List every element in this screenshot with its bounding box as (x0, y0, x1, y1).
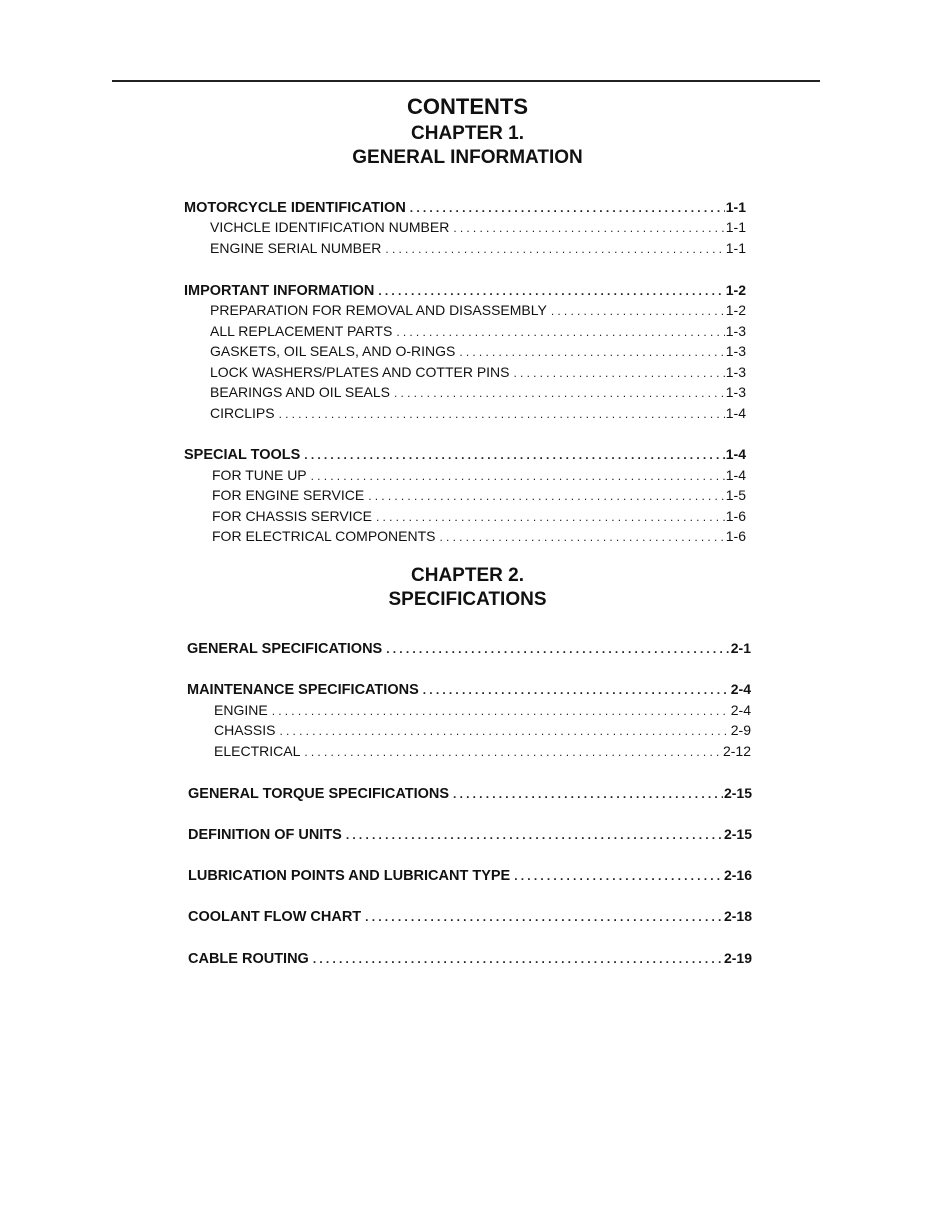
toc-entry-page: 1-3 (725, 343, 746, 359)
leader-dots (311, 469, 725, 483)
toc-entry-label: FOR ELECTRICAL COMPONENTS (212, 528, 436, 544)
toc-entry-maintenance-specifications[interactable] (187, 681, 751, 698)
leader-dots (313, 952, 723, 966)
toc-entry-page: 2-15 (723, 785, 752, 801)
toc-subentry-tune-up[interactable] (212, 467, 746, 483)
toc-entry-label: BEARINGS AND OIL SEALS (210, 384, 390, 400)
toc-subentry-bearings[interactable] (210, 384, 746, 400)
toc-entry-page: 2-1 (730, 640, 751, 656)
toc-subentry-preparation[interactable] (210, 302, 746, 318)
leader-dots (272, 704, 730, 718)
toc-subentry-chassis-service[interactable] (212, 508, 746, 524)
leader-dots (376, 510, 725, 524)
toc-entry-page: 1-3 (725, 364, 746, 380)
leader-dots (453, 221, 724, 235)
leader-dots (423, 683, 730, 697)
toc-entry-page: 1-1 (725, 219, 746, 235)
toc-subentry-chassis[interactable] (214, 722, 751, 738)
toc-entry-page: 1-2 (725, 302, 746, 318)
leader-dots (394, 386, 725, 400)
toc-entry-label: CHASSIS (214, 722, 276, 738)
leader-dots (365, 910, 723, 924)
toc-entry-label: DEFINITION OF UNITS (188, 827, 342, 843)
toc-entry-label: COOLANT FLOW CHART (188, 909, 362, 925)
toc-subentry-engine-serial-number[interactable] (210, 240, 746, 256)
toc-entry-label: GASKETS, OIL SEALS, AND O-RINGS (210, 343, 456, 359)
toc-entry-label: ENGINE (214, 702, 268, 718)
chapter-2-heading: CHAPTER 2. (411, 565, 524, 586)
toc-entry-special-tools[interactable] (184, 446, 746, 463)
toc-entry-label: CABLE ROUTING (188, 951, 309, 967)
toc-entry-label: ALL REPLACEMENT PARTS (210, 323, 393, 339)
toc-entry-page: 1-4 (725, 446, 746, 462)
leader-dots (378, 284, 724, 298)
leader-dots (551, 304, 725, 318)
leader-dots (368, 489, 725, 503)
toc-entry-page: 2-9 (730, 722, 751, 738)
toc-entry-page: 2-12 (722, 743, 751, 759)
toc-entry-label: MAINTENANCE SPECIFICATIONS (187, 682, 419, 698)
toc-entry-page: 1-1 (725, 199, 746, 215)
toc-entry-page: 2-18 (723, 908, 752, 924)
leader-dots (514, 869, 723, 883)
page-title: CONTENTS (407, 94, 528, 119)
toc-entry-important-information[interactable] (184, 282, 746, 299)
toc-entry-page: 1-6 (725, 508, 746, 524)
toc-subentry-lock-washers[interactable] (210, 364, 746, 380)
leader-dots (304, 448, 724, 462)
toc-entry-page: 1-4 (725, 405, 746, 421)
leader-dots (386, 642, 730, 656)
toc-entry-label: LOCK WASHERS/PLATES AND COTTER PINS (210, 364, 510, 380)
leader-dots (346, 828, 723, 842)
toc-entry-label: MOTORCYCLE IDENTIFICATION (184, 200, 406, 216)
toc-entry-label: PREPARATION FOR REMOVAL AND DISASSEMBLY (210, 302, 547, 318)
toc-entry-label: IMPORTANT INFORMATION (184, 283, 375, 299)
toc-entry-page: 2-16 (723, 867, 752, 883)
toc-entry-label: SPECIAL TOOLS (184, 447, 301, 463)
toc-entry-label: CIRCLIPS (210, 405, 275, 421)
leader-dots (279, 724, 729, 738)
leader-dots (279, 407, 725, 421)
leader-dots (459, 345, 724, 359)
leader-dots (440, 530, 725, 544)
toc-entry-label: FOR TUNE UP (212, 467, 307, 483)
toc-entry-label: VICHCLE IDENTIFICATION NUMBER (210, 219, 450, 235)
chapter-1-heading: CHAPTER 1. (411, 123, 524, 144)
toc-subentry-engine[interactable] (214, 702, 751, 718)
toc-subentry-electrical[interactable] (214, 743, 751, 759)
toc-entry-page: 1-3 (725, 384, 746, 400)
toc-subentry-vehicle-identification-number[interactable] (210, 219, 746, 235)
toc-entry-lubrication-points[interactable] (188, 867, 752, 884)
toc-entry-motorcycle-identification[interactable] (184, 199, 746, 216)
toc-entry-page: 1-3 (725, 323, 746, 339)
toc-entry-label: LUBRICATION POINTS AND LUBRICANT TYPE (188, 868, 511, 884)
toc-entry-page: 1-1 (725, 240, 746, 256)
leader-dots (410, 201, 725, 215)
chapter-1-subheading: GENERAL INFORMATION (352, 147, 583, 168)
toc-entry-page: 1-2 (725, 282, 746, 298)
toc-entry-label: FOR CHASSIS SERVICE (212, 508, 373, 524)
toc-entry-page: 1-4 (725, 467, 746, 483)
toc-subentry-engine-service[interactable] (212, 487, 746, 503)
leader-dots (304, 745, 722, 759)
toc-entry-label: ENGINE SERIAL NUMBER (210, 240, 382, 256)
toc-entry-page: 2-4 (730, 681, 751, 697)
leader-dots (514, 366, 725, 380)
toc-entry-coolant-flow-chart[interactable] (188, 908, 752, 925)
leader-dots (396, 325, 724, 339)
toc-subentry-all-replacement-parts[interactable] (210, 323, 746, 339)
toc-entry-cable-routing[interactable] (188, 950, 752, 967)
toc-entry-general-specifications[interactable] (187, 640, 751, 657)
toc-entry-label: ELECTRICAL (214, 743, 301, 759)
toc-entry-page: 1-5 (725, 487, 746, 503)
toc-entry-label: GENERAL TORQUE SPECIFICATIONS (188, 786, 450, 802)
top-rule (112, 80, 820, 82)
toc-subentry-gaskets[interactable] (210, 343, 746, 359)
toc-entry-label: GENERAL SPECIFICATIONS (187, 641, 383, 657)
toc-entry-page: 2-19 (723, 950, 752, 966)
toc-entry-page: 1-6 (725, 528, 746, 544)
toc-subentry-circlips[interactable] (210, 405, 746, 421)
toc-entry-general-torque-specifications[interactable] (188, 785, 752, 802)
leader-dots (453, 787, 723, 801)
toc-entry-label: FOR ENGINE SERVICE (212, 487, 365, 503)
toc-subentry-electrical-components[interactable] (212, 528, 746, 544)
toc-entry-page: 2-4 (730, 702, 751, 718)
toc-entry-definition-of-units[interactable] (188, 826, 752, 843)
toc-entry-page: 2-15 (723, 826, 752, 842)
leader-dots (385, 242, 724, 256)
chapter-2-subheading: SPECIFICATIONS (388, 589, 547, 610)
